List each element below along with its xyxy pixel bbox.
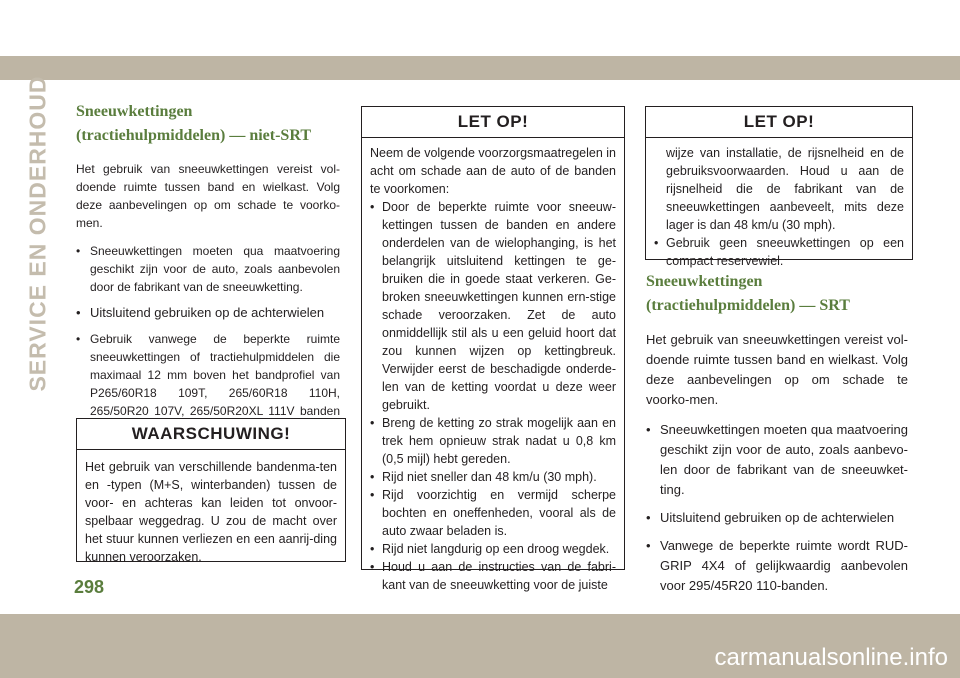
intro-paragraph: Het gebruik van sneeuwkettingen vereist vol-doende ruimte tussen band en wielkast. Volg deze aanbevelingen op om schade te voorko-men.	[76, 162, 340, 230]
list-item: • Rijd niet sneller dan 48 km/u (30 mph).	[370, 468, 616, 486]
list-item: • Door de beperkte ruimte voor sneeuw-kettingen tussen de banden en andere onderdelen van de wielophanging, is het belangrijk uitsluitend kettingen te ge-bruiken die in goede staat verkeren. Ge-broken sneeuwkettingen kunnen ern-stige schade veroorzaken. Zet de auto onmiddellijk stil als u een geluid hoort dat zou kunnen wijzen op kettingbreuk. Verwijder eerst de beschadigde onderde-len van de ketting voordat u deze weer gebruikt.	[370, 198, 616, 414]
warning-heading: WAARSCHUWING!	[77, 419, 345, 450]
caution-box-right	[645, 106, 913, 268]
warning-text: Het gebruik van verschillende bandenma-ten en -typen (M+S, winterbanden) tussen de voor- en achteras kan leiden tot onvoor-spelbaar weggedrag. U zou de macht over het stuur kunnen verliezen en een aanrij-ding kunnen veroorzaken.	[85, 460, 337, 564]
list-item: • Sneeuwkettingen moeten qua maatvoering geschikt zijn voor de auto, zoals aanbevo-len door de fabrikant van de sneeuwket-ting.	[646, 420, 908, 500]
list-item: • Rijd niet langdurig op een droog wegdek.	[370, 540, 616, 558]
caution-heading: LET OP!	[362, 107, 624, 138]
list-item: • Uitsluitend gebruiken op de achterwielen	[76, 304, 340, 322]
side-section-tab	[20, 74, 56, 392]
caution-continuation: wijze van installatie, de rijsnelheid en de gebruiksvoorwaarden. Houd u aan de rijsnelheid die de fabrikant van de sneeuwkettingen aanbeveelt, mits deze lager is dan 48 km/u (30 mph).	[666, 146, 904, 232]
caution-box-middle	[361, 106, 625, 592]
section-title-srt: Sneeuwkettingen (tractiehulpmiddelen) — SRT	[646, 273, 850, 314]
warning-box	[76, 418, 346, 562]
watermark-text: carmanualsonline.info	[714, 644, 948, 671]
caution-list	[370, 198, 616, 594]
list-item: • Sneeuwkettingen moeten qua maatvoering geschikt zijn voor de auto, zoals aanbevolen door de fabrikant van de sneeuwketting.	[76, 242, 340, 296]
caution-intro: Neem de volgende voorzorgsmaatregelen in acht om schade aan de auto of de banden te voorkomen:	[370, 146, 616, 196]
top-margin	[0, 0, 960, 56]
right-column	[646, 270, 908, 596]
bullet-list	[646, 420, 908, 596]
list-item: • Houd u aan de instructies van de fabri-kant van de sneeuwketting voor de juiste	[370, 558, 616, 594]
left-column	[76, 100, 340, 438]
list-item: • Gebruik geen sneeuwkettingen op een compact reservewiel.	[654, 234, 904, 270]
list-item: • Breng de ketting zo strak mogelijk aan en trek hem opnieuw strak nadat u 0,8 km (0,5 mijl) hebt gereden.	[370, 414, 616, 468]
bullet-list	[76, 242, 340, 438]
list-item: • Uitsluitend gebruiken op de achterwielen	[646, 508, 908, 528]
section-title-niet-srt: Sneeuwkettingen (tractiehulpmiddelen) — niet-SRT	[76, 103, 311, 144]
caution-heading: LET OP!	[646, 107, 912, 138]
list-item: • Gebruik vanwege de beperkte ruimte sneeuwkettingen of tractiehulpmiddelen die maximaal 12 mm boven het bandprofiel van P265/60R18 109T, 265/60R18 110H, 265/50R20 107V, 265/50R20XL 111V banden	[76, 330, 340, 438]
caution-list	[654, 234, 904, 270]
header-band	[0, 56, 960, 80]
page-number: 298	[74, 577, 105, 597]
side-tab-label: SERVICE EN ONDERHOUD	[24, 74, 51, 392]
intro-paragraph: Het gebruik van sneeuwkettingen vereist vol-doende ruimte tussen band en wielkast. Volg deze aanbevelingen op om schade te voorko-men.	[646, 332, 908, 407]
list-item: • Vanwege de beperkte ruimte wordt RUD-GRIP 4X4 of gelijkwaardig aanbevolen voor 295/45R20 110-banden.	[646, 536, 908, 596]
list-item: • Rijd voorzichtig en vermijd scherpe bochten en oneffenheden, vooral als de auto zwaar beladen is.	[370, 486, 616, 540]
